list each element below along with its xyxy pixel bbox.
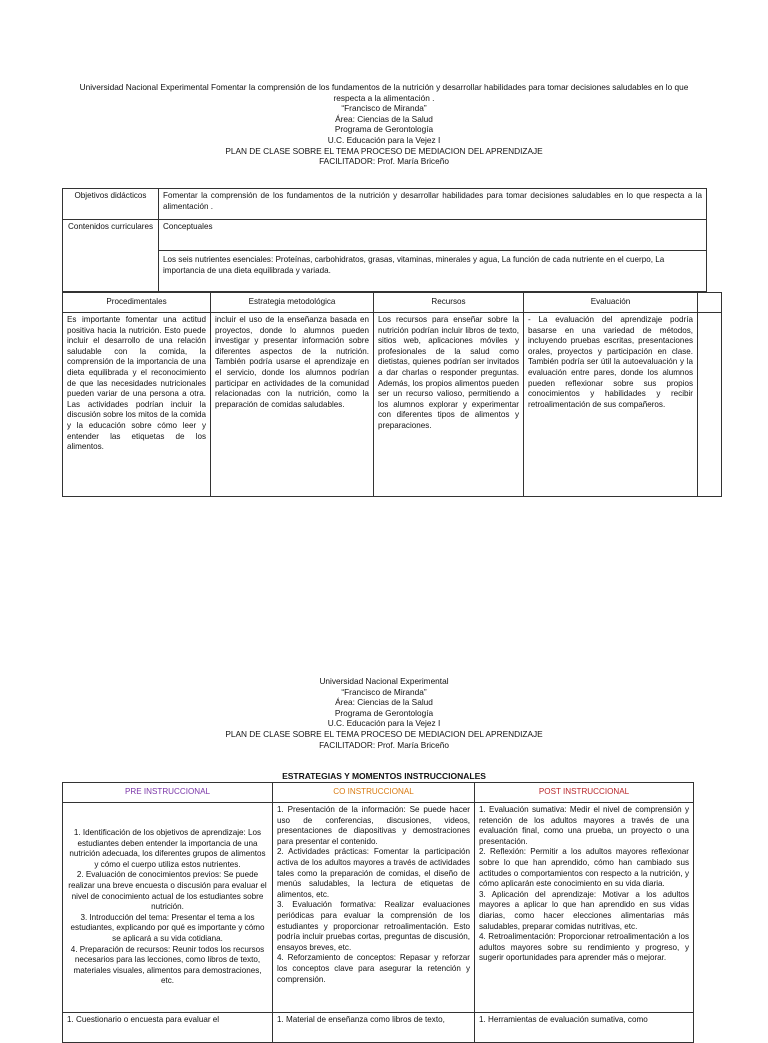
cell-evaluacion: - La evaluación del aprendizaje podría basarse en una variedad de métodos, incluyendo pruebas escritas, presentaciones orales, proyectos y participación en clase. También podría ser útil la autoevaluación y la evaluación entre pares, donde los alumnos pueden reflexionar sobre sus propios conocimientos y habilidades y recibir retroalimentación de sus compañeros.: [524, 313, 698, 497]
header-line: U.C. Educación para la Vejez I: [327, 718, 441, 729]
pre-item: 4. Preparación de recursos: Reunir todos los recursos necesarios para las lecciones, como libros de texto, materiales visuales, alimentos para demostraciones, etc.: [70, 944, 265, 986]
header-line: “Francisco de Miranda”: [341, 686, 427, 697]
co-item: 3. Evaluación formativa: Realizar evaluaciones periódicas para evaluar la comprensión de los estudiantes y proporcionar retroalimentación. Esto podría incluir pruebas cortas, preguntas de discusión, ensayos breves, etc.: [277, 900, 470, 952]
header-line: Universidad Nacional Experimental: [319, 676, 449, 686]
bottom-cell-pre: 1. Cuestionario o encuesta para evaluar el: [63, 1013, 273, 1043]
page1-header: [60, 82, 708, 167]
cell-recursos: Los recursos para enseñar sobre la nutrición podrían incluir libros de texto, sitios web, aplicaciones móviles y profesionales de la salud como dietistas, quienes podrían ser invitados a dar charlas o responder preguntas. Además, los propios alimentos pueden ser un recurso valioso, permitiendo a los alumnos explorar y experimentar con diferentes tipos de alimentos y preparaciones.: [374, 313, 524, 497]
post-item: 2. Reflexión: Permitir a los adultos mayores reflexionar sobre lo que han aprendido, cómo han cambiado sus actitudes o comportamientos con respecto a la nutrición, y cómo aplicarán este conocimiento en su vida diaria.: [479, 847, 689, 889]
empty-cell: [698, 313, 722, 497]
page2-header: [60, 676, 708, 750]
cell-post: [475, 803, 694, 1013]
bottom-cell-post: 1. Herramientas de evaluación sumativa, como: [475, 1013, 694, 1043]
pre-item: 2. Evaluación de conocimientos previos: Se puede realizar una breve encuesta o discusión para evaluar el nivel de conocimiento actual de los estudiantes sobre nutrición.: [68, 870, 267, 912]
cell-procedimentales: Es importante fomentar una actitud positiva hacia la nutrición. Esto puede incluir el desarrollo de una relación saludable con la comida, la comprensión de la importancia de una dieta equilibrada y el reconocimiento de que las necesidades nutricionales pueden variar de una persona a otra. Las actividades podrían incluir la discusión sobre los mitos de la comida y la educación sobre cómo leer y entender las etiquetas de los alimentos.: [63, 313, 211, 497]
section-title: ESTRATEGIAS Y MOMENTOS INSTRUCCIONALES: [282, 771, 486, 781]
plan-table-columns: [62, 292, 722, 497]
header-line: Área: Ciencias de la Salud: [335, 697, 433, 708]
objetivos-text: Fomentar la comprensión de los fundamentos de la nutrición y desarrollar habilidades para tomar decisiones saludables en lo que respecta a la alimentación .: [159, 189, 707, 220]
co-item: 4. Reforzamiento de conceptos: Repasar y reforzar los conceptos clave para asegurar la retención y comprensión.: [277, 953, 470, 984]
header-line: PLAN DE CLASE SOBRE EL TEMA PROCESO DE MEDIACION DEL APRENDIZAJE: [225, 145, 543, 156]
objetivos-label: Objetivos didácticos: [63, 189, 159, 220]
pre-item: 1. Identificación de los objetivos de aprendizaje: Los estudiantes deben entender la importancia de una nutrición adecuada, los diferentes grupos de alimentos y cómo el cuerpo utiliza estos nutrientes.: [69, 828, 266, 869]
empty-cell: [698, 293, 722, 313]
header-line: U.C. Educación para la Vejez I: [327, 134, 441, 145]
col-estrategia: Estrategia metodológica: [211, 293, 374, 313]
contenidos-label: Contenidos curriculares: [63, 220, 159, 292]
header-line: FACILITADOR: Prof. María Briceño: [319, 156, 449, 167]
post-item: 3. Aplicación del aprendizaje: Motivar a los adultos mayores a aplicar lo que han aprendido en sus vidas diarias, como hacer elecciones alimentarias más saludables, preparar comidas nutritivas, etc.: [479, 889, 689, 931]
plan-table-top: [62, 188, 707, 292]
col-evaluacion: Evaluación: [524, 293, 698, 313]
post-item: 1. Evaluación sumativa: Medir el nivel de comprensión y retención de los adultos mayores a través de una evaluación final, como una prueba, un proyecto o una presentación.: [479, 805, 689, 846]
header-line: Programa de Gerontología: [334, 124, 434, 135]
header-line: Universidad Nacional Experimental Fomentar la comprensión de los fundamentos de la nutrición y desarrollar habilidades para tomar decisiones saludables en lo que respecta a la alimentación .: [79, 82, 689, 103]
co-item: 2. Actividades prácticas: Fomentar la participación activa de los adultos mayores a través de actividades tales como la preparación de comidas, el diseño de menús saludables, la lectura de etiquetas de alimentos, etc.: [277, 847, 470, 899]
bottom-cell-co: 1. Material de enseñanza como libros de texto,: [273, 1013, 475, 1043]
header-line: FACILITADOR: Prof. María Briceño: [319, 739, 449, 750]
cell-pre: [63, 803, 273, 1013]
col-procedimentales: Procedimentales: [63, 293, 211, 313]
co-item: 1. Presentación de la información: Se puede hacer uso de conferencias, discusiones, videos, presentaciones de diapositivas y demostraciones para presentar el contenido.: [277, 805, 470, 846]
header-line: PLAN DE CLASE SOBRE EL TEMA PROCESO DE MEDIACION DEL APRENDIZAJE: [225, 728, 543, 739]
col-co: CO INSTRUCCIONAL: [273, 783, 475, 803]
conceptuales-text: Los seis nutrientes esenciales: Proteínas, carbohidratos, grasas, vitaminas, minerales y agua, La función de cada nutriente en el cuerpo, La importancia de una dieta equilibrada y variada.: [159, 251, 707, 292]
header-line: Programa de Gerontología: [334, 707, 434, 718]
moments-table: [62, 782, 694, 1043]
col-recursos: Recursos: [374, 293, 524, 313]
header-line: Área: Ciencias de la Salud: [335, 113, 433, 124]
col-post: POST INSTRUCCIONAL: [475, 783, 694, 803]
header-line: “Francisco de Miranda”: [341, 103, 427, 114]
cell-estrategia: incluir el uso de la enseñanza basada en proyectos, donde lo alumnos pueden investigar y presentar información sobre diferentes aspectos de la nutrición. También podría usarse el aprendizaje en el servicio, donde los alumnos podrían participar en actividades de la comunidad relacionadas con la nutrición, como la preparación de comidas saludables.: [211, 313, 374, 497]
cell-co: [273, 803, 475, 1013]
col-pre: PRE INSTRUCCIONAL: [63, 783, 273, 803]
post-item: 4. Retroalimentación: Proporcionar retroalimentación a los adultos mayores sobre su rendimiento y progreso, y sugerir oportunidades para aprender más o mejorar.: [479, 932, 689, 963]
pre-item: 3. Introducción del tema: Presentar el tema a los estudiantes, explicando por qué es importante y cómo se aplicará a su vida cotidiana.: [70, 912, 265, 943]
conceptuales-label: Conceptuales: [159, 220, 707, 251]
